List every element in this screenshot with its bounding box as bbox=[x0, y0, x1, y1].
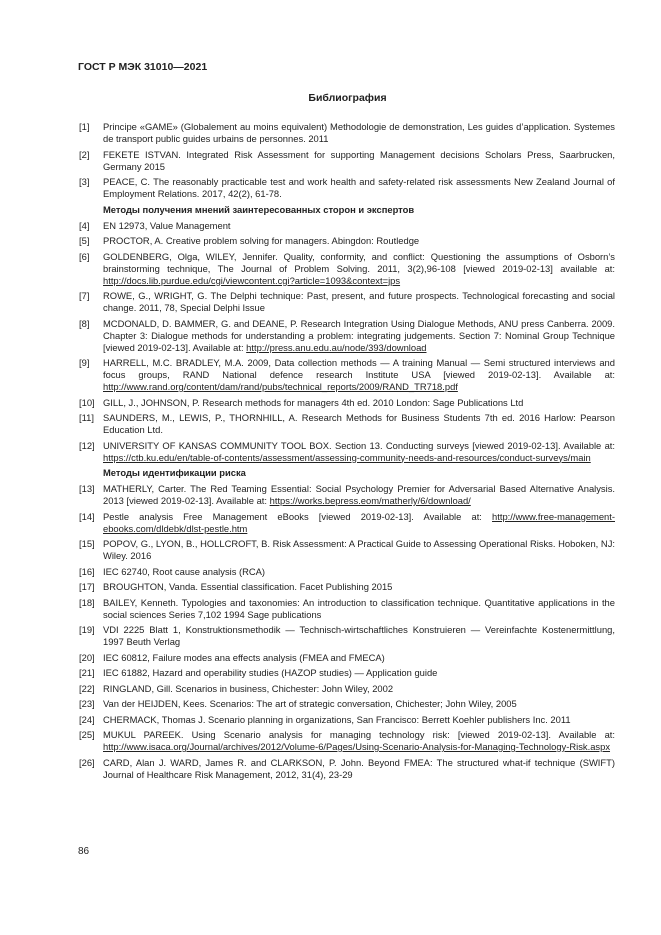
reference-body bbox=[103, 251, 615, 287]
reference-text: UNIVERSITY OF KANSAS COMMUNITY TOOL BOX. Section 13. Conducting surveys [viewed 2019-02-13]. Available at: bbox=[103, 439, 615, 451]
reference-item bbox=[79, 440, 615, 464]
reference-body bbox=[103, 566, 615, 578]
reference-text: PROCTOR, A. Creative problem solving for managers. Abingdon: Routledge bbox=[103, 235, 420, 246]
reference-number: [25] bbox=[79, 729, 95, 740]
reference-item bbox=[79, 121, 615, 145]
reference-number: [24] bbox=[79, 713, 95, 725]
reference-body bbox=[103, 698, 615, 710]
reference-text: EN 12973, Value Management bbox=[103, 219, 231, 231]
reference-item bbox=[79, 357, 615, 393]
reference-text: CHERMACK, Thomas J. Scenario planning in organizations, San Francisco: Berrett Koehler publishers Inc. 2011 bbox=[103, 713, 571, 725]
reference-item bbox=[79, 149, 615, 173]
reference-body bbox=[103, 176, 615, 200]
reference-number: [21] bbox=[79, 667, 95, 678]
reference-link[interactable]: http://docs.lib.purdue.edu/cgi/viewcontent.cgi?article=1093&context=jps bbox=[103, 274, 401, 286]
reference-item bbox=[79, 581, 615, 593]
reference-item bbox=[79, 698, 615, 710]
reference-body bbox=[103, 538, 615, 562]
reference-number: [3] bbox=[79, 176, 90, 187]
reference-body bbox=[103, 667, 615, 679]
reference-item bbox=[79, 714, 615, 726]
reference-body bbox=[103, 624, 615, 648]
reference-body bbox=[103, 483, 615, 507]
reference-body bbox=[103, 714, 615, 726]
reference-number: [1] bbox=[79, 121, 90, 132]
reference-number: [22] bbox=[79, 682, 95, 694]
reference-text: HARRELL, M.C. BRADLEY, M.A. 2009, Data collection methods — A training Manual — Semi structured interviews and focus groups, RAND National defence research Institute USA [viewed 2019-02-13]. Available at: bbox=[103, 357, 615, 380]
reference-body bbox=[103, 597, 615, 621]
reference-item bbox=[79, 757, 615, 781]
reference-body bbox=[103, 581, 615, 593]
reference-body bbox=[103, 729, 615, 753]
reference-link[interactable]: https://works.bepress.eom/matherly/6/download/ bbox=[269, 495, 471, 506]
reference-text: GILL, J., JOHNSON, P. Research methods for managers 4th ed. 2010 London: Sage Publications Ltd bbox=[103, 396, 524, 408]
reference-text: MUKUL PAREEK. Using Scenario analysis for managing technology risk: [viewed 2019-02-13]. Available at: bbox=[103, 729, 615, 740]
reference-item bbox=[79, 566, 615, 578]
reference-text: IEC 61882, Hazard and operability studies (HAZOP studies) — Application guide bbox=[103, 667, 438, 678]
reference-item bbox=[79, 318, 615, 354]
reference-item bbox=[79, 220, 615, 232]
reference-number: [4] bbox=[79, 219, 90, 231]
reference-item bbox=[79, 597, 615, 621]
page-title: Библиография bbox=[308, 92, 387, 104]
reference-text: IEC 62740, Root cause analysis (RCA) bbox=[103, 565, 266, 577]
reference-number: [23] bbox=[79, 698, 95, 709]
reference-body bbox=[103, 235, 615, 247]
reference-item bbox=[79, 290, 615, 314]
reference-body bbox=[103, 683, 615, 695]
standard-id: ГОСТ Р МЭК 31010—2021 bbox=[78, 61, 208, 73]
reference-item bbox=[79, 251, 615, 287]
reference-text: Pestle analysis Free Management eBooks [viewed 2019-02-13]. Available at: bbox=[103, 510, 493, 522]
reference-number: [26] bbox=[79, 756, 95, 768]
bibliography-list bbox=[79, 121, 615, 784]
reference-text: BROUGHTON, Vanda. Essential classification. Facet Publishing 2015 bbox=[103, 581, 393, 592]
reference-text: Van der HEIJDEN, Kees. Scenarios: The art of strategic conversation, Chichester; John Wiley, 2005 bbox=[103, 698, 517, 709]
reference-number: [7] bbox=[79, 290, 90, 301]
reference-number: [12] bbox=[79, 439, 95, 451]
reference-item bbox=[79, 235, 615, 247]
reference-link[interactable]: http://www.isaca.org/Journal/archives/2012/Volume-6/Pages/Using-Scenario-Analysis-for-Managing-Technology-Risk.aspx bbox=[103, 741, 611, 752]
section-heading: Методы получения мнений заинтересованных сторон и экспертов bbox=[103, 203, 415, 215]
reference-number: [10] bbox=[79, 396, 95, 408]
reference-item bbox=[79, 412, 615, 436]
reference-number: [8] bbox=[79, 317, 90, 329]
reference-item bbox=[79, 176, 615, 200]
reference-number: [15] bbox=[79, 538, 95, 549]
reference-body bbox=[103, 357, 615, 393]
reference-link[interactable]: http://www.rand.org/content/dam/rand/pubs/technical_reports/2009/RAND_TR718.pdf bbox=[103, 381, 458, 392]
reference-text: MCDONALD, D. BAMMER, G. and DEANE, P. Research Integration Using Dialogue Methods, ANU press Canberra. 2009. Chapter 3: Dialogue methods for understanding a problem: integrating judgements. Section 7: Nominal Group Technique [viewed 2019-02-13]. Available at: bbox=[103, 317, 615, 353]
reference-text: ROWE, G., WRIGHT, G. The Delphi technique: Past, present, and future prospects. Technological forecasting and social change. 2011, 78, Special Delphi Issue bbox=[103, 290, 615, 313]
reference-text: SAUNDERS, M., LEWIS, P., THORNHILL, A. Research Methods for Business Students 7th ed. 2016 Harlow: Pearson Education Ltd. bbox=[103, 412, 615, 435]
reference-body bbox=[103, 652, 615, 664]
reference-body bbox=[103, 511, 615, 535]
reference-text: VDI 2225 Blatt 1, Konstruktionsmethodik — Technisch-wirtschaftliches Konstruieren — Vereinfachte Kostenermittlung, 1997 Beuth Verlag bbox=[103, 624, 615, 647]
reference-item bbox=[79, 511, 615, 535]
reference-body bbox=[103, 757, 615, 781]
reference-text: Principe «GAME» (Globalement au moins equivalent) Methodologie de demonstration, Les guides d’application. Systemes de transport public guides urbains de personnes. 2011 bbox=[103, 121, 615, 144]
reference-text: CARD, Alan J. WARD, James R. and CLARKSON, P. John. Beyond FMEA: The structured what-if technique (SWIFT) Journal of Healthcare Risk Management, 2012, 31(4), 23-29 bbox=[103, 756, 615, 780]
reference-text: GOLDENBERG, Olga, WILEY, Jennifer. Quality, conformity, and conflict: Questioning the assumptions of Osborn’s brainstorming technique, The Journal of Problem Solving. 2011, 3(2),96-108 [viewed 2019-02-13] available at: bbox=[103, 250, 615, 274]
reference-body bbox=[103, 397, 615, 409]
reference-number: [17] bbox=[79, 581, 95, 592]
reference-text: BAILEY, Kenneth. Typologies and taxonomies: An introduction to classification technique. Quantitative applications in the social sciences Series 7,102 1994 Sage publications bbox=[103, 596, 615, 620]
reference-body bbox=[103, 290, 615, 314]
reference-body bbox=[103, 412, 615, 436]
reference-item bbox=[79, 729, 615, 753]
reference-number: [18] bbox=[79, 596, 95, 608]
reference-item bbox=[79, 397, 615, 409]
reference-link[interactable]: https://ctb.ku.edu/en/table-of-contents/assessment/assessing-community-needs-and-resources/conduct-surveys/main bbox=[103, 451, 591, 463]
reference-text: RINGLAND, Gill. Scenarios in business, Chichester: John Wiley, 2002 bbox=[103, 682, 394, 694]
reference-item bbox=[79, 683, 615, 695]
reference-body bbox=[103, 220, 615, 232]
reference-number: [20] bbox=[79, 651, 95, 663]
reference-item bbox=[79, 652, 615, 664]
reference-body bbox=[103, 149, 615, 173]
reference-text: FEKETE ISTVAN. Integrated Risk Assessment for supporting Management decisions Scholars Press, Saarbrucken, Germany 2015 bbox=[103, 148, 615, 172]
reference-number: [14] bbox=[79, 510, 95, 522]
reference-text: POPOV, G., LYON, B., HOLLCROFT, B. Risk Assessment: A Practical Guide to Assessing Operational Risks. Hoboken, NJ: Wiley. 2016 bbox=[103, 538, 615, 561]
reference-text: PEACE, C. The reasonably practicable test and work health and safety-related risk assessments New Zealand Journal of Employment Relations. 2017, 42(2), 61-78. bbox=[103, 176, 615, 199]
reference-body bbox=[103, 318, 615, 354]
reference-link[interactable]: http://press.anu.edu.au/node/393/download bbox=[246, 341, 427, 353]
reference-item bbox=[79, 667, 615, 679]
reference-number: [11] bbox=[79, 412, 94, 423]
section-heading: Методы идентификации риска bbox=[103, 467, 246, 478]
reference-body bbox=[103, 121, 615, 145]
reference-item bbox=[79, 538, 615, 562]
page-number: 86 bbox=[78, 846, 90, 857]
reference-body bbox=[103, 440, 615, 464]
reference-text: IEC 60812, Failure modes ana effects analysis (FMEA and FMECA) bbox=[103, 651, 385, 663]
reference-number: [13] bbox=[79, 483, 95, 494]
reference-number: [2] bbox=[79, 148, 90, 160]
reference-link[interactable]: http://www.free-management-ebooks.com/dldebk/dlst-pestle.htm bbox=[103, 510, 615, 534]
reference-item bbox=[79, 624, 615, 648]
reference-number: [6] bbox=[79, 250, 90, 262]
reference-number: [16] bbox=[79, 565, 95, 577]
reference-number: [5] bbox=[79, 235, 90, 246]
reference-number: [9] bbox=[79, 357, 90, 368]
reference-number: [19] bbox=[79, 624, 95, 635]
reference-text: MATHERLY, Carter. The Red Teaming Essential: Social Psychology Premier for Adversarial Based Alternative Analysis. 2013 [viewed 2019-02-13]. Available at: bbox=[103, 483, 615, 506]
reference-item bbox=[79, 483, 615, 507]
